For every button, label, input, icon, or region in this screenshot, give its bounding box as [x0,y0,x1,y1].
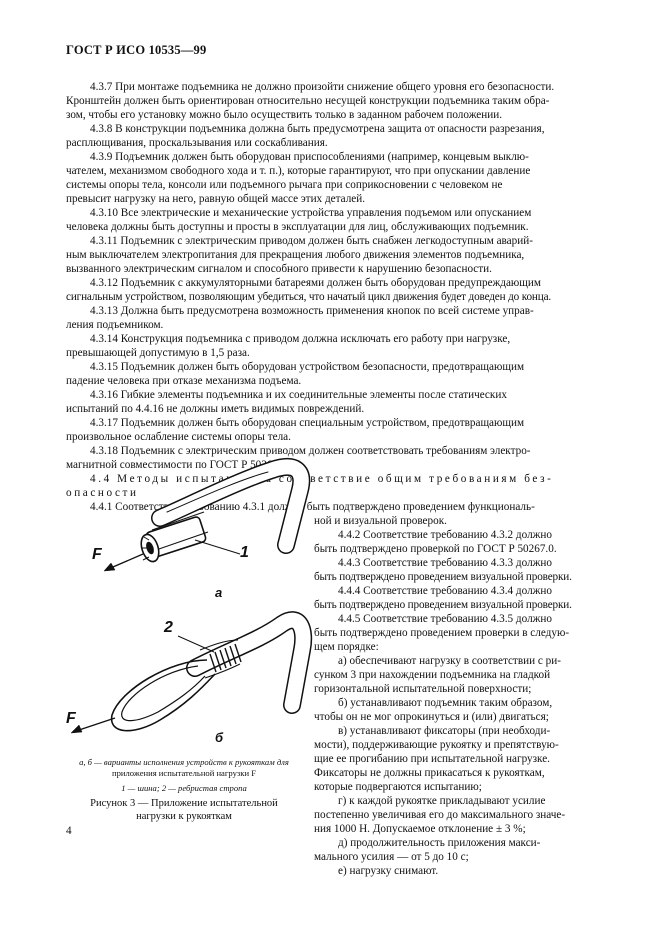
text-line: ния 1000 Н. Допускаемое отклонение ± 3 %; [314,823,526,835]
text-line: 4.4.2 Соответствие требованию 4.3.2 должно [338,529,552,541]
text-line: 4.3.8 В конструкции подъемника должна быть предусмотрена защита от опасности разрезания, [90,123,545,135]
text-line: 4.3.12 Подъемник с аккумуляторными батареями должен быть оборудован предупреждающим [90,277,541,289]
text-line: 4.3.10 Все электрические и механические устройства управления подъемом или опусканием [90,207,532,219]
figure-note: приложения испытательной нагрузки F [112,768,256,778]
text-line: Фиксаторы не должны прикасаться к рукояткам, [314,767,545,779]
text-line: 4.4.5 Соответствие требованию 4.3.5 должно [338,613,552,625]
figure-caption: нагрузки к рукояткам [136,811,232,822]
force-arrow-a [104,554,143,571]
text-line: мального усилия — от 5 до 10 с; [314,851,469,863]
text-line: 4.4.1 Соответствие требованию 4.3.1 должно быть подтверждено проведением функциональ- [90,501,535,513]
text-line: б) устанавливают подъемник таким образом, [338,697,553,709]
text-line: е) нагрузку снимают. [338,865,439,877]
text-line: сунком 3 при нахождении подъемника на гладкой [314,669,551,681]
text-line: горизонтальной испытательной поверхности; [314,683,532,695]
text-line: чателем, механизмом свободного хода и т. п.), которые гарантируют, что при опускании давление [66,165,531,177]
text-line: ной и визуальной проверок. [314,515,447,527]
text-line: д) продолжительность приложения макси- [338,837,541,849]
text-line: которые подвергаются испытанию; [314,781,482,793]
leader-line-2 [178,636,214,652]
text-line: быть подтверждено проведением визуальной проверки. [314,599,572,611]
text-line: системы опоры тела, консоли или подъемного рычага при соприкосновении с человеком не [66,179,503,191]
document-header: ГОСТ Р ИСО 10535—99 [66,43,207,57]
text-line: 4.4.3 Соответствие требованию 4.3.3 должно [338,557,552,569]
text-line: вызванного электрическим сигналом и способного привести к нарушению безопасности. [66,263,492,275]
callout-1: 1 [240,544,249,561]
leader-line-1 [195,540,240,554]
text-line: щие ее прогибанию при испытательной нагрузке. [314,753,550,765]
text-line: зом, чтобы его установку можно было осуществить только в заданном рабочем положении. [66,109,503,121]
text-line: 4.3.18 Подъемник с электрическим приводом должен соответствовать требованиям электро- [90,445,531,457]
text-line: 4.3.7 При монтаже подъемника не должно произойти снижение общего уровня его безопасности. [90,81,555,93]
page-number: 4 [66,825,72,837]
text-line: 4.3.15 Подъемник должен быть оборудован устройством безопасности, предотвращающим [90,361,525,373]
force-label-b: F [66,710,76,727]
text-line: 4.3.14 Конструкция подъемника с приводом должна исключать его работу при нагрузке, [90,333,511,345]
text-line: 4.3.16 Гибкие элементы подъемника и их соединительные элементы после статических [90,389,507,401]
text-line: быть подтверждено проверкой по ГОСТ Р 50267.0. [314,543,557,555]
figure-legend: 1 — шина; 2 — ребристая стропа [121,783,247,793]
text-line: Кронштейн должен быть ориентирован относительно несущей конструкции подъемника таким обра- [66,95,550,107]
text-line: превышающей допустимую в 1,5 раза. [66,347,250,359]
text-line: ления подъемником. [66,319,164,331]
force-arrow-b [71,718,115,733]
text-line: а) обеспечивают нагрузку в соответствии с ри- [338,655,561,667]
text-line: в) устанавливают фиксаторы (при необходи- [338,725,551,737]
text-line: испытаний по 4.4.16 не должны иметь видимых повреждений. [66,403,365,415]
text-line: превысит нагрузку на него, равную общей массе этих деталей. [66,193,366,205]
force-label-a: F [92,546,102,563]
text-line: постепенно увеличивая его до максимального значе- [314,809,566,821]
text-line: г) к каждой рукоятке прикладывают усилие [338,795,546,807]
text-line: падение человека при отказе механизма подъема. [66,375,302,387]
text-line: человека должны быть доступны и просты в эксплуатации для лиц, обслуживающих подъемник. [66,221,529,233]
figure-note: а, б — варианты исполнения устройств к рукояткам для [79,757,289,767]
text-line: быть подтверждено проведением визуальной проверки. [314,571,572,583]
text-line: 4.3.9 Подъемник должен быть оборудован приспособлениями (например, концевым выклю- [90,151,529,163]
text-line: 4.3.11 Подъемник с электрическим приводом должен быть снабжен легкодоступным аварий- [90,235,533,247]
text-line: расплющивания, проскальзывания или соскабливания. [66,137,328,149]
figure-caption: Рисунок 3 — Приложение испытательной [90,798,278,809]
text-line: быть подтверждено проведением проверки в следую- [314,627,570,639]
handle-variant-b [195,620,303,705]
text-line: ным выключателем электропитания для прекращения любого движения элементов подъемника, [66,249,525,261]
text-line: щем порядке: [314,641,379,653]
text-line: чтобы он не мог опрокинуться и (или) двигаться; [314,711,549,723]
section-heading: 4.4 Методы испытаний на соответствие общим требованиям без- [90,473,554,485]
text-line: 4.3.13 Должна быть предусмотрена возможность применения кнопок по всей системе управ- [90,305,534,317]
text-line: магнитной совместимости по ГОСТ Р 50267.0.2. [66,459,298,471]
subfigure-a-label: а [215,585,223,600]
text-line: мости), поддерживающие рукоятку и препятствую- [314,739,559,751]
text-line: 4.4.4 Соответствие требованию 4.3.4 должно [338,585,552,597]
subfigure-b-label: б [215,730,224,745]
text-line: произвольное ослабление системы опоры тела. [66,431,291,443]
text-line: 4.3.17 Подъемник должен быть оборудован специальным устройством, предотвращающим [90,417,525,429]
text-line: сигнальным устройством, позволяющим убедиться, что начатый цикл движения будет доведен до конца. [66,291,552,303]
section-heading: опасности [66,487,139,499]
callout-2: 2 [164,619,173,636]
